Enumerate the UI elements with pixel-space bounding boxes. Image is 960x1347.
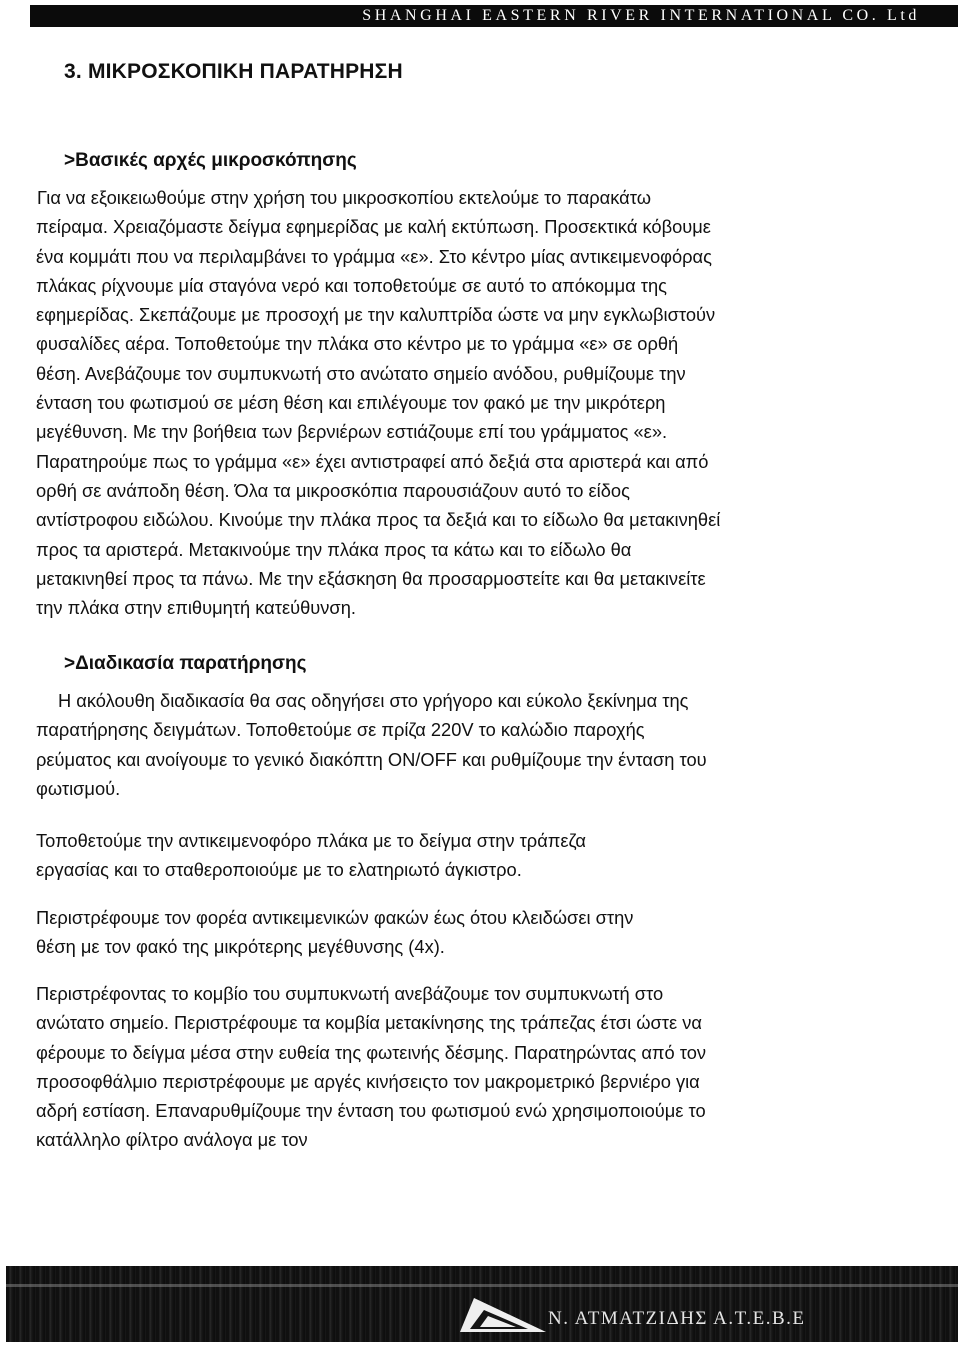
- section-title: 3. ΜΙΚΡΟΣΚΟΠΙΚΗ ΠΑΡΑΤΗΡΗΣΗ: [64, 60, 403, 83]
- procedure-heading: >Διαδικασία παρατήρησης: [64, 653, 307, 674]
- paragraph-line: πλάκας ρίχνουμε μία σταγόνα νερό και τοποθετούμε σε αυτό το απόκομμα της: [36, 274, 667, 296]
- procedure-step-1: [36, 826, 916, 885]
- paragraph-line: ένταση του φωτισμού σε μέση θέση και επιλέγουμε τον φακό με την μικρότερη: [36, 392, 666, 414]
- paragraph-line: πείραμα. Χρειαζόμαστε δείγμα εφημερίδας με καλή εκτύπωση. Προσεκτικά κόβουμε: [36, 216, 711, 238]
- paragraph-line: Η ακόλουθη διαδικασία θα σας οδηγήσει στο γρήγορο και εύκολο ξεκίνημα της: [58, 690, 689, 711]
- paragraph-line: ορθή σε ανάποδη θέση. Όλα τα μικροσκόπια παρουσιάζουν αυτό το είδος: [36, 479, 630, 501]
- paragraph-line: την πλάκα στην επιθυμητή κατεύθυνση.: [36, 597, 356, 619]
- paragraph-line: θέση. Ανεβάζουμε τον συμπυκνωτή στο ανώτατο σημείο ανόδου, ρυθμίζουμε την: [36, 362, 686, 384]
- paragraph-line: αντίστροφου ειδώλου. Κινούμε την πλάκα προς τα δεξιά και το είδωλο θα μετακινηθεί: [36, 509, 721, 531]
- procedure-intro-paragraph: [36, 686, 916, 803]
- paragraph-line: θέση με τον φακό της μικρότερης μεγέθυνσης (4x).: [36, 936, 445, 958]
- paragraph-line: φυσαλίδες αέρα. Τοποθετούμε την πλάκα στο κέντρο με το γράμμα «ε» σε ορθή: [36, 333, 679, 355]
- paragraph-line: μετακινηθεί προς τα πάνω. Με την εξάσκηση θα προσαρμοστείτε και θα μετακινείτε: [36, 567, 706, 589]
- paragraph-line: εργασίας και το σταθεροποιούμε με το ελατηριωτό άγκιστρο.: [36, 859, 522, 881]
- paragraph-line: μεγέθυνση. Με την βοήθεια των βερνιέρων εστιάζουμε επί του γράμματος «ε».: [36, 421, 668, 443]
- procedure-step-2: [36, 903, 916, 962]
- paragraph-line: Τοποθετούμε την αντικειμενοφόρο πλάκα με το δείγμα στην τράπεζα: [36, 830, 586, 851]
- paragraph-line: Παρατηρούμε πως το γράμμα «ε» έχει αντιστραφεί από δεξιά στα αριστερά και από: [36, 450, 709, 472]
- footer-banner: [6, 1266, 958, 1342]
- paragraph-line: εφημερίδας. Σκεπάζουμε με προσοχή με την καλυπτρίδα ώστε να μην εγκλωβιστούν: [36, 304, 716, 326]
- triangle-logo-icon: [458, 1296, 548, 1336]
- paragraph-line: κατάλληλο φίλτρο ανάλογα με τον: [36, 1129, 308, 1151]
- paragraph-line: αδρή εστίαση. Επαναρυθμίζουμε την ένταση του φωτισμού ενώ χρησιμοποιούμε το: [36, 1100, 706, 1122]
- procedure-step-3: [36, 979, 916, 1155]
- company-name: SHANGHAI EASTERN RIVER INTERNATIONAL CO. Ltd: [362, 7, 920, 24]
- basics-paragraph: [36, 183, 916, 622]
- paragraph-line: Για να εξοικειωθούμε στην χρήση του μικροσκοπίου εκτελούμε το παρακάτω: [37, 187, 651, 208]
- basics-heading: >Βασικές αρχές μικροσκόπησης: [64, 150, 357, 171]
- paragraph-line: φωτισμού.: [36, 777, 121, 799]
- paragraph-line: ένα κομμάτι που να περιλαμβάνει το γράμμα «ε». Στο κέντρο μίας αντικειμενοφόρας: [36, 245, 712, 267]
- paragraph-line: Περιστρέφουμε τον φορέα αντικειμενικών φακών έως ότου κλειδώσει στην: [36, 907, 634, 928]
- paragraph-line: παρατήρησης δειγμάτων. Τοποθετούμε σε πρίζα 220V το καλώδιο παροχής: [36, 719, 645, 741]
- paragraph-line: φέρουμε το δείγμα μέσα στην ευθεία της φωτεινής δέσμης. Παρατηρώντας από τον: [36, 1041, 707, 1063]
- paragraph-line: προς τα αριστερά. Μετακινούμε την πλάκα προς τα κάτω και το είδωλο θα: [36, 538, 632, 560]
- footer-divider: [6, 1284, 958, 1287]
- paragraph-line: προσοφθάλμιο περιστρέφουμε με αργές κινήσειςτο τον μακρομετρικό βερνιέρο για: [36, 1070, 700, 1092]
- header-company-bar: [30, 5, 958, 27]
- paragraph-line: ρεύματος και ανοίγουμε το γενικό διακόπτη ON/OFF και ρυθμίζουμε την ένταση του: [36, 748, 707, 770]
- paragraph-line: Περιστρέφοντας το κομβίο του συμπυκνωτή ανεβάζουμε τον συμπυκνωτή στο: [36, 983, 664, 1004]
- brand-name: Ν. ΑΤΜΑΤΖΙΔΗΣ Α.Τ.Ε.Β.Ε: [548, 1308, 806, 1329]
- paragraph-line: ανώτατο σημείο. Περιστρέφουμε τα κομβία μετακίνησης της τράπεζας έτσι ώστε να: [36, 1012, 702, 1034]
